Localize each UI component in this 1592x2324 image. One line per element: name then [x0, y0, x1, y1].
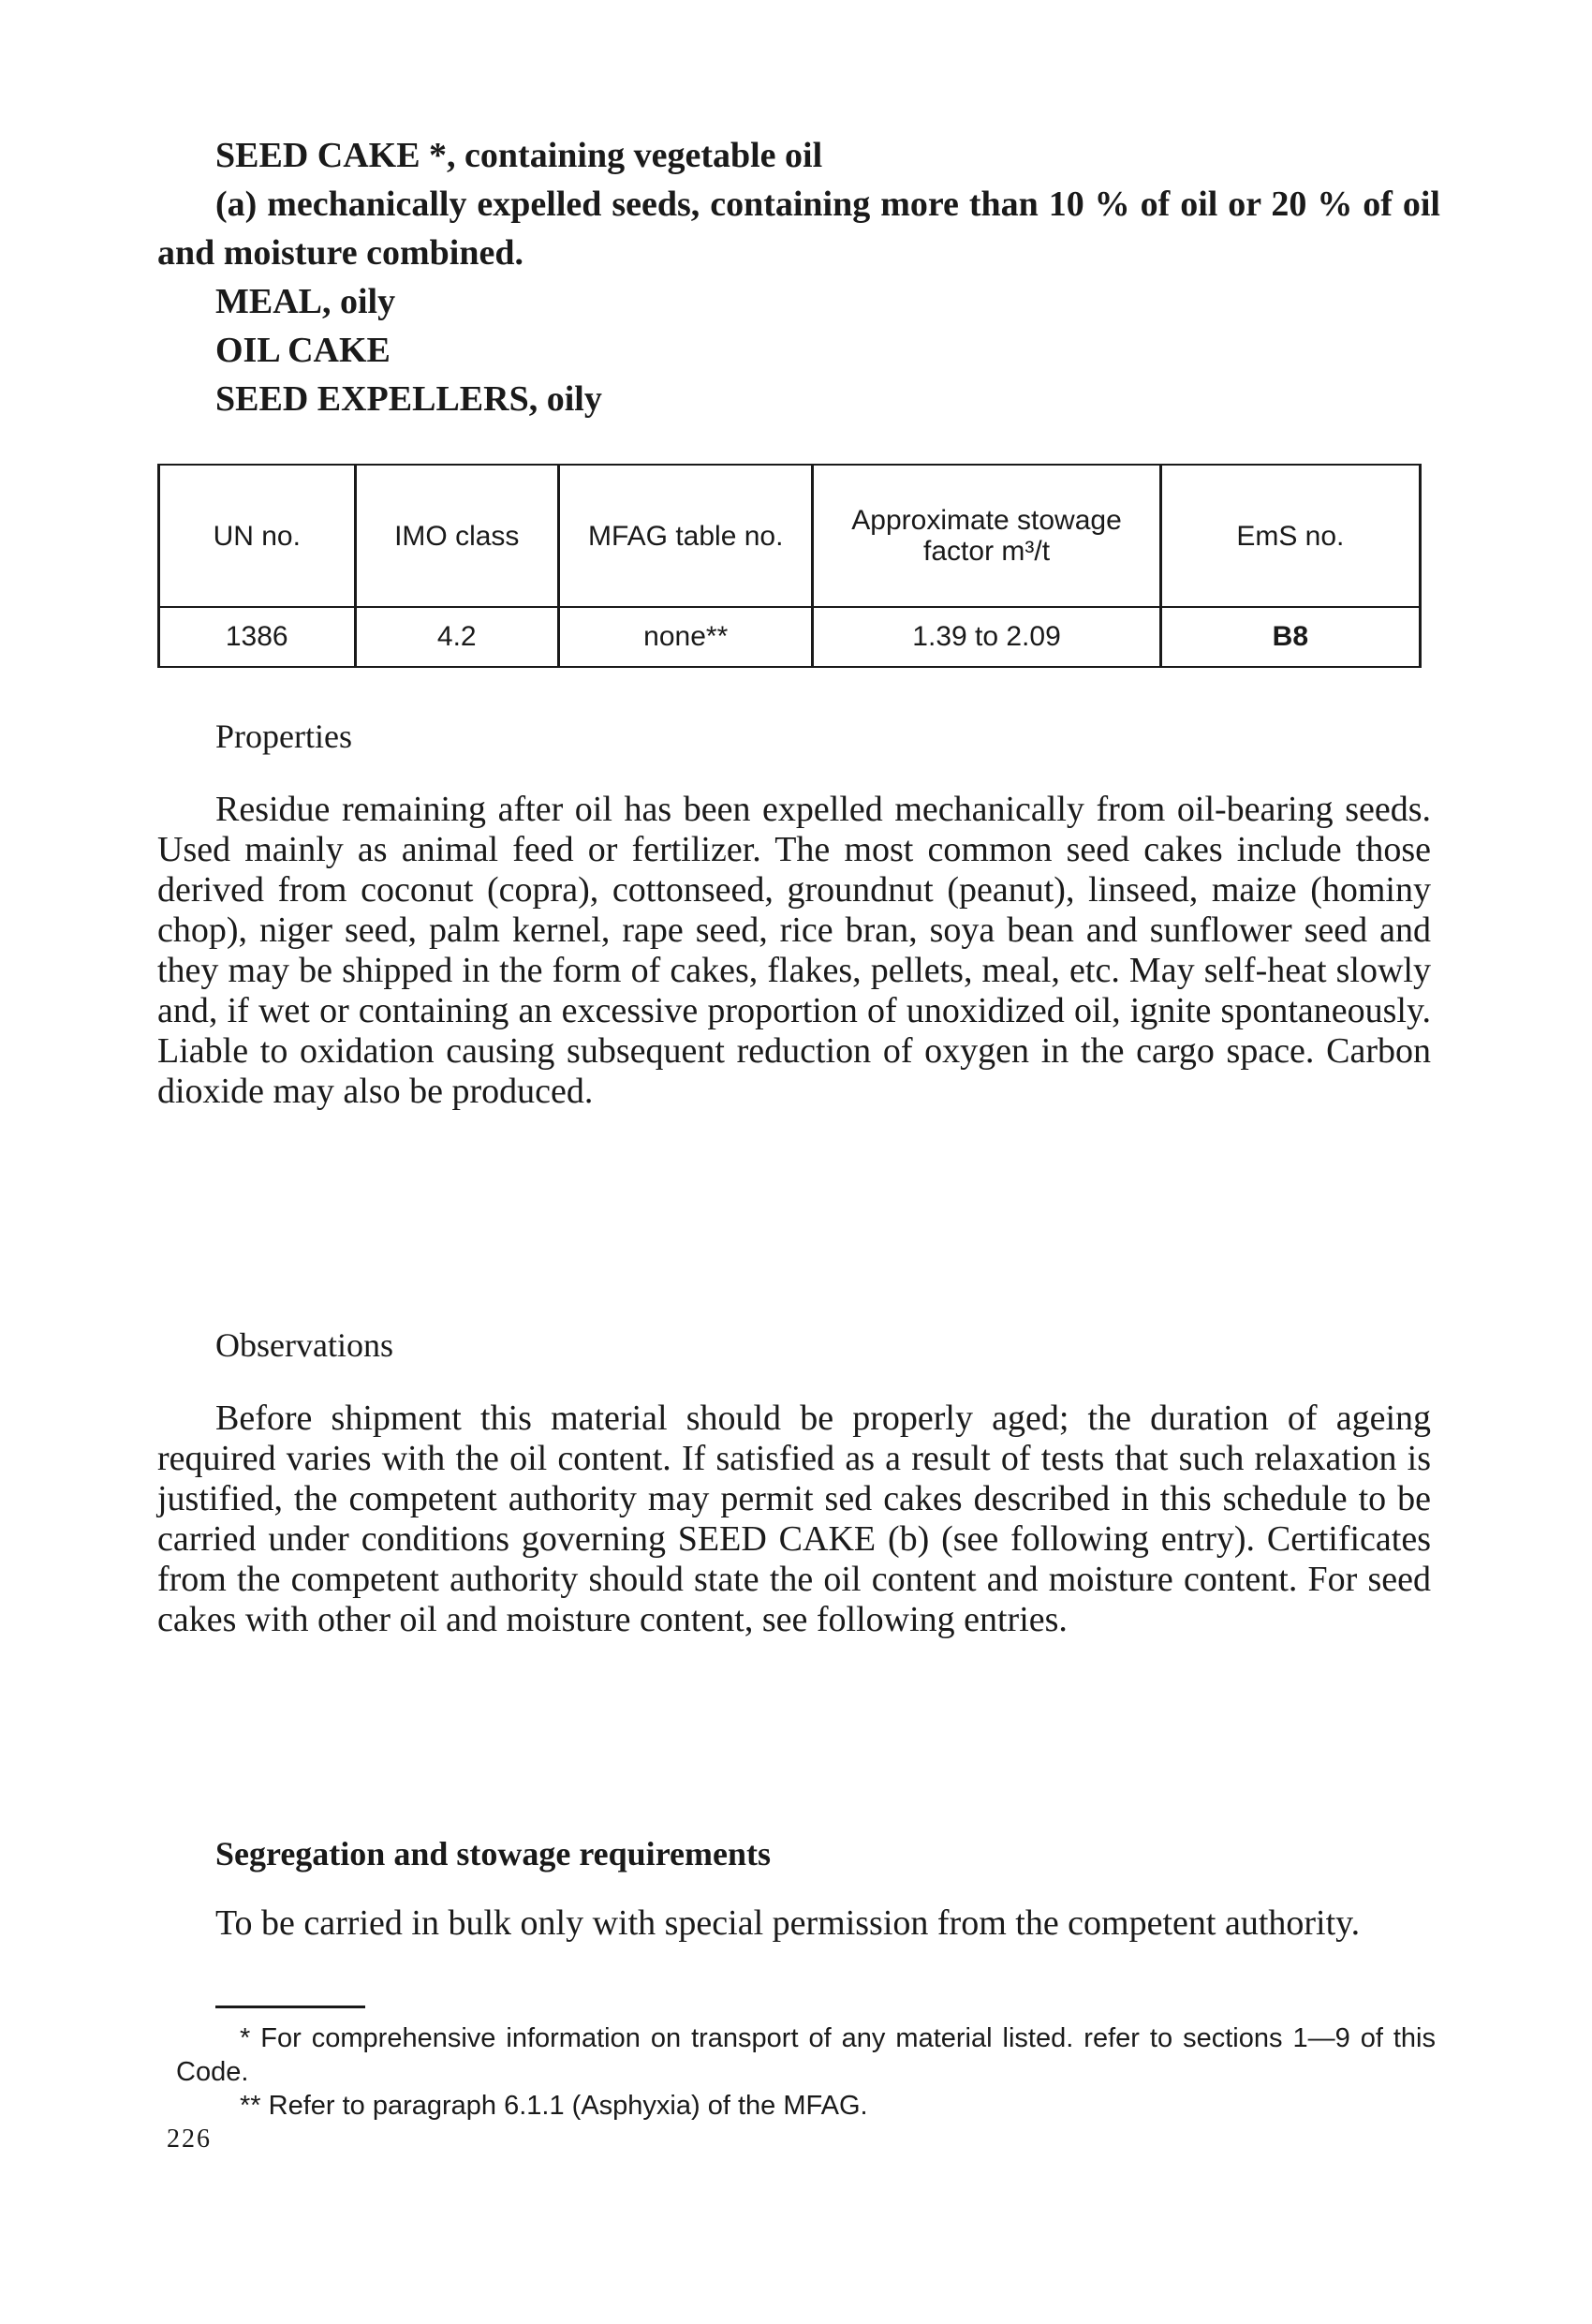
observations-paragraph: Before shipment this material should be properly aged; the duration of ageing required varies with the oil content. If satisfied as a result of tests that such relaxation is justified, the competent authority may permit sed cakes described in this schedule to be carried under conditions governing SEED CAKE (b) (see following entry). Certificates from the competent authority should state the oil content and moisture content. For seed cakes with other oil and moisture content, see following entries.	[157, 1399, 1431, 1639]
cell-un-no: 1386	[159, 607, 356, 667]
footnote-1: * For comprehensive information on transport of any material listed. refer to sections 1—9 of this Code.	[176, 2023, 1436, 2087]
header-un-no: UN no.	[159, 465, 356, 607]
entry-alias: OIL CAKE	[215, 331, 391, 370]
segregation-paragraph: To be carried in bulk only with special permission from the competent authority.	[215, 1903, 1361, 1943]
table-row	[159, 607, 1421, 667]
entry-alias: MEAL, oily	[215, 282, 396, 321]
observations-heading: Observations	[215, 1326, 393, 1364]
header-mfag-table: MFAG table no.	[559, 465, 813, 607]
table-header-row	[159, 465, 1421, 607]
cell-stowage-factor: 1.39 to 2.09	[813, 607, 1160, 667]
header-imo-class: IMO class	[355, 465, 559, 607]
properties-text	[157, 790, 1431, 1112]
cell-ems-no: B8	[1160, 607, 1420, 667]
footnote-2: ** Refer to paragraph 6.1.1 (Asphyxia) of the MFAG.	[240, 2091, 868, 2121]
footnote-divider	[215, 2006, 365, 2008]
entry-heading	[157, 131, 1440, 423]
header-stowage-factor: Approximate stowage factor m³/t	[813, 465, 1160, 607]
properties-table	[157, 464, 1422, 668]
segregation-text	[157, 1903, 1431, 1944]
entry-title: SEED CAKE *, containing vegetable oil	[215, 136, 823, 175]
entry-variant-a: (a) mechanically expelled seeds, containing more than 10 % of oil or 20 % of oil and moisture combined.	[157, 185, 1440, 273]
segregation-heading: Segregation and stowage requirements	[215, 1835, 771, 1873]
footnotes	[176, 2021, 1436, 2123]
header-ems-no: EmS no.	[1160, 465, 1420, 607]
cell-imo-class: 4.2	[355, 607, 559, 667]
observations-text	[157, 1399, 1431, 1640]
properties-heading: Properties	[215, 718, 352, 755]
properties-paragraph: Residue remaining after oil has been expelled mechanically from oil-bearing seeds. Used mainly as animal feed or fertilizer. The most common seed cakes include those derived from coconut (copra), cottonseed, groundnut (peanut), linseed, maize (hominy chop), niger seed, palm kernel, rape seed, rice bran, soya bean and sunflower seed and they may be shipped in the form of cakes, flakes, pellets, meal, etc. May self-heat slowly and, if wet or containing an excessive proportion of unoxidized oil, ignite spontaneously. Liable to oxidation causing subsequent reduction of oxygen in the cargo space. Carbon dioxide may also be produced.	[157, 790, 1431, 1111]
cell-mfag-table: none**	[559, 607, 813, 667]
page-number: 226	[167, 2124, 212, 2154]
entry-alias: SEED EXPELLERS, oily	[215, 379, 602, 419]
